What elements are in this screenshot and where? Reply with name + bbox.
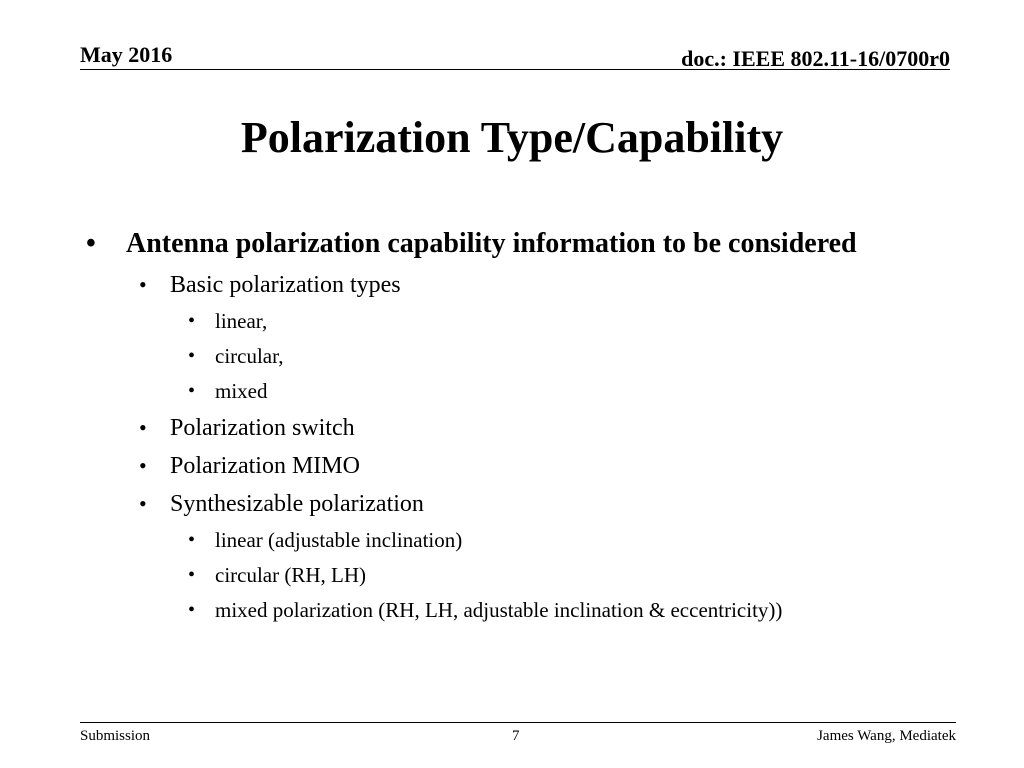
footer-author: James Wang, Mediatek	[817, 728, 956, 744]
list-item-text: circular,	[215, 344, 284, 368]
bullet-dot-icon: •	[188, 345, 196, 367]
bullet-dot-icon: •	[139, 272, 147, 297]
bullet-dot-icon: •	[139, 491, 147, 516]
list-item	[86, 527, 946, 554]
footer-page-number: 7	[512, 728, 520, 744]
list-item-text: linear,	[215, 309, 268, 333]
bullet-dot-icon: •	[188, 529, 196, 551]
list-item	[86, 597, 946, 624]
bullet-dot-icon: •	[139, 453, 147, 478]
list-item	[86, 343, 946, 370]
header-date: May 2016	[80, 42, 173, 67]
list-item	[86, 308, 946, 335]
bullet-mimo	[86, 451, 946, 481]
header-doc-id: doc.: IEEE 802.11-16/0700r0	[681, 46, 950, 71]
bullet-synth	[86, 489, 946, 519]
list-item	[86, 378, 946, 405]
list-item-text: circular (RH, LH)	[215, 563, 367, 587]
slide-title: Polarization Type/Capability	[240, 113, 784, 162]
list-item-text: linear (adjustable inclination)	[215, 528, 463, 552]
bullet-dot-icon: •	[188, 380, 196, 402]
bullet-dot-icon: •	[188, 564, 196, 586]
bullet-dot-icon: •	[188, 599, 196, 621]
header-rule	[80, 69, 950, 70]
list-item	[86, 562, 946, 589]
bullet-basic-text: Basic polarization types	[170, 272, 401, 298]
list-item-text: mixed polarization (RH, LH, adjustable inclination & eccentricity))	[215, 598, 783, 622]
bullet-switch	[86, 413, 946, 443]
list-item-text: mixed	[215, 379, 268, 403]
bullet-dot-icon: •	[188, 310, 196, 332]
bullet-dot-icon: •	[139, 415, 147, 440]
bullet-mimo-text: Polarization MIMO	[170, 453, 360, 479]
bullet-synth-text: Synthesizable polarization	[170, 491, 424, 517]
slide-body	[86, 226, 946, 624]
bullet-main-text: Antenna polarization capability information to be considered	[126, 228, 857, 259]
bullet-main	[86, 226, 946, 262]
footer-submission: Submission	[80, 728, 151, 744]
bullet-dot-icon: •	[86, 228, 96, 259]
bullet-basic	[86, 270, 946, 300]
bullet-switch-text: Polarization switch	[170, 415, 355, 441]
footer-rule	[80, 722, 956, 723]
